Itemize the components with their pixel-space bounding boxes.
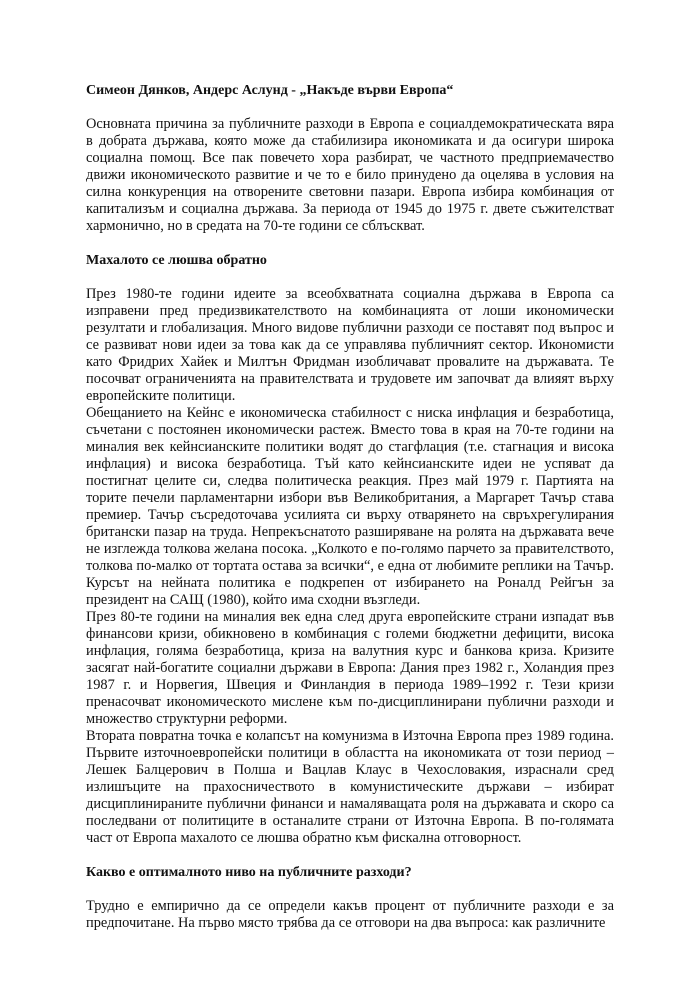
section-heading-pendulum: Махалото се люшва обратно — [86, 253, 267, 268]
paragraph: Втората повратна точка е колапсът на комунизма в Източна Европа през 1989 година. Първите източноевропейски политици в областта на икономиката от този период – Лешек Балцерович в Полша и Вацлав Клаус в Чехословакия, израснали сред излишъците на прахосничеството в комунистическите държави – избират дисциплинираните публични финанси и намаляващата роля на държавата и скоро са последвани от политиците в останалите страни от Източна Европа. В по-голямата част от Европа махалото се люшва обратно към фискална отговорност. — [86, 728, 614, 846]
paragraph: Обещанието на Кейнс е икономическа стабилност с ниска инфлация и безработица, съчетани с постоянен икономически растеж. Вместо това в края на 70-те години на миналия век кейнсианските политики водят до стагфлация (т.е. стагнация и висока инфлация) и висока безработица. Тъй като кейнсианските идеи не успяват да постигнат целите си, следва политическа реакция. През май 1979 г. Партията на торите печели парламентарни избори във Великобритания, а Маргарет Тачър става премиер. Тачър съсредоточава усилията си върху отварянето на свръхрегулирания британски пазар на труда. Непрекъснатото разширяване на ролята на държавата вече не изглежда толкова желана посока. „Колкото е по-голямо парчето за правителството, толкова по-малко от тортата остава за всички“, е една от любимите реплики на Тачър. Курсът на нейната политика е подкрепен от избирането на Роналд Рейгън за президент на САЩ (1980), който има сходни възгледи. — [86, 405, 614, 608]
intro-paragraph: Основната причина за публичните разходи в Европа е социалдемократическата вяра в добрата държава, която може да стабилизира икономиката и да осигури широка социална помощ. Все пак повечето хора разбират, че частното предприемачество движи икономическото развитие и че то е било принудено да оцелява в условия на силна конкуренция на отворените световни пазари. Европа избира комбинация от капитализъм и социална държава. За периода от 1945 до 1975 г. двете съжителстват хармонично, но в средата на 70-те години се сблъскват. — [86, 116, 614, 234]
document-title: Симеон Дянков, Андерс Аслунд - „Накъде върви Европа“ — [86, 83, 454, 98]
paragraph: През 1980-те години идеите за всеобхватната социална държава в Европа са изправени пред предизвикателството на комбинацията от лоши икономически резултати и глобализация. Много видове публични разходи се поставят под въпрос и се развиват нови идеи за това как да се управлява публичният сектор. Икономисти като Фридрих Хайек и Милтън Фридман изобличават провалите на държавата. Те посочват ограниченията на правителствата и трудовете им започват да влияят върху европейските политици. — [86, 286, 614, 404]
section-heading-optimal-level: Какво е оптималното ниво на публичните разходи? — [86, 865, 412, 880]
paragraph: През 80-те години на миналия век една след друга европейските страни изпадат във финансови кризи, обикновено в комбинация с големи бюджетни дефицити, висока инфлация, голяма безработица, криза на валутния курс и банкова криза. Кризите засягат най-богатите социални държави в Европа: Дания през 1982 г., Холандия през 1987 г. и Норвегия, Швеция и Финландия в периода 1989–1992 г. Тези кризи пренасочват икономическото мислене към по-дисциплинирани публични разходи и множество структурни реформи. — [86, 609, 614, 727]
paragraph: Трудно е емпирично да се определи какъв процент от публичните разходи е за предпочитане. На първо място трябва да се отговори на два въпроса: как различните — [86, 898, 614, 931]
